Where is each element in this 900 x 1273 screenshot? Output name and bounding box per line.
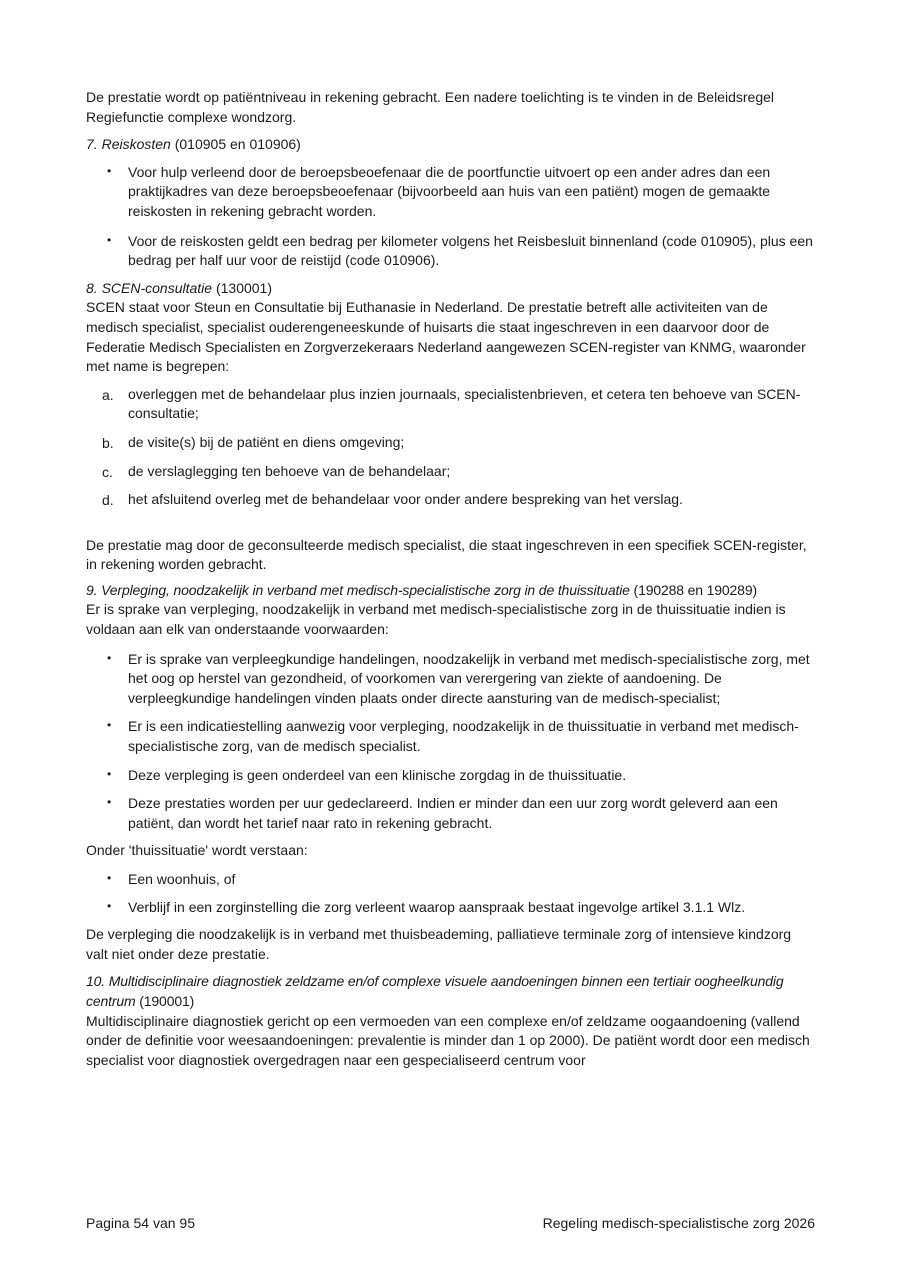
section-9-codes: (190288 en 190289): [629, 581, 757, 598]
list-item: [86, 385, 815, 424]
section-7-title: [86, 136, 171, 152]
bullet-icon: •: [107, 795, 112, 810]
section-8-block: [86, 279, 815, 377]
thuissituatie-intro: Onder 'thuissituatie' wordt verstaan:: [86, 842, 308, 859]
list-item-text: Deze verpleging is geen onderdeel van een klinische zorgdag in de thuissituatie.: [128, 766, 627, 783]
list-item: [86, 433, 815, 453]
list-item: [86, 766, 815, 786]
section-10-title-text: Multidisciplinaire diagnostiek zeldzame en/of complexe visuele aandoeningen binnen een tertiair oogheelkundig centrum: [86, 973, 784, 1009]
list-letter: d.: [102, 492, 114, 509]
section-7-number: 7.: [86, 136, 102, 153]
list-item: [86, 490, 815, 510]
section-9-title: [86, 582, 630, 598]
section-8-body: SCEN staat voor Steun en Consultatie bij Euthanasie in Nederland. De prestatie betreft alle activiteiten van de medisch specialist, specialist ouderengeneeskunde of huisarts die staat ingeschreven in een daarvoor door de Federatie Medisch Specialisten en Zorgverzekeraars Nederland aangewezen SCEN-register van KNMG, waaronder met name is begrepen:: [86, 299, 806, 375]
list-item: [86, 462, 815, 482]
section-10-number: 10.: [86, 973, 109, 990]
bullet-icon: •: [107, 163, 112, 178]
bullet-icon: •: [107, 898, 112, 913]
list-item-text: de verslaglegging ten behoeve van de behandelaar;: [128, 462, 451, 479]
list-item-text: het afsluitend overleg met de behandelaar voor onder andere bespreking van het verslag.: [128, 491, 683, 508]
section-10-heading: [86, 973, 784, 1009]
list-item: [86, 870, 815, 890]
list-item-text: Verblijf in een zorginstelling die zorg verleent waarop aanspraak bestaat ingevolge artikel 3.1.1 Wlz.: [128, 898, 746, 915]
list-item: [86, 232, 815, 271]
intro-paragraph: De prestatie wordt op patiëntniveau in rekening gebracht. Een nadere toelichting is te vinden in de Beleidsregel Regiefunctie complexe wondzorg.: [86, 89, 774, 125]
section-9-note: De verpleging die noodzakelijk is in verband met thuisbeademing, palliatieve terminale zorg of intensieve kindzorg valt niet onder deze prestatie.: [86, 926, 792, 962]
section-9-heading: [86, 582, 757, 598]
section-8-lettered-list: [86, 385, 815, 510]
section-7-bullet-list: [86, 163, 815, 271]
list-item-text: Voor de reiskosten geldt een bedrag per kilometer volgens het Reisbesluit binnenland (code 010905), plus een bedrag per half uur voor de reistijd (code 010906).: [128, 232, 813, 269]
section-8-codes: (130001): [212, 279, 273, 296]
bullet-icon: •: [107, 232, 112, 247]
section-9-body: Er is sprake van verpleging, noodzakelijk in verband met medisch-specialistische zorg in de thuissituatie indien is voldaan aan elk van onderstaande voorwaarden:: [86, 601, 786, 638]
list-letter: c.: [102, 463, 113, 480]
list-item-text: Er is sprake van verpleegkundige handelingen, noodzakelijk in verband met medisch-specialistische zorg, met het oog op herstel van gezondheid, of voorkomen van verergering van ziekte of aandoening. De verpleegkundige handelingen vinden plaats onder directe aansturing van de medisch-specialist;: [128, 650, 810, 706]
section-8-title-text: SCEN-consultatie: [101, 279, 213, 296]
section-10-block: [86, 972, 815, 1070]
list-letter: b.: [102, 434, 114, 451]
section-9-block: [86, 581, 815, 640]
list-item-text: de visite(s) bij de patiënt en diens omgeving;: [128, 433, 405, 450]
footer-page-number: Pagina 54 van 95: [86, 1215, 195, 1231]
section-10-codes: (190001): [135, 992, 195, 1009]
list-item-text: Een woonhuis, of: [128, 871, 236, 887]
thuissituatie-bullet-list: [86, 870, 815, 917]
section-9-number: 9.: [86, 581, 102, 598]
page-footer: [86, 1214, 815, 1234]
bullet-icon: •: [107, 766, 112, 781]
list-item-text: Er is een indicatiestelling aanwezig voor verpleging, noodzakelijk in de thuissituatie in verband met medisch-specialistische zorg, van de medisch specialist.: [128, 718, 799, 755]
section-8-title: [86, 280, 212, 296]
list-item-text: Voor hulp verleend door de beroepsbeoefenaar die de poortfunctie uitvoert op een ander adres dan een praktijkadres van deze beroepsbeoefenaar (bijvoorbeeld aan huis van een patiënt) mogen de gemaakte reiskosten in rekening gebracht worden.: [128, 163, 771, 219]
bullet-icon: •: [107, 650, 112, 665]
list-item: [86, 898, 815, 918]
section-7-title-text: Reiskosten: [101, 136, 171, 153]
list-letter: a.: [102, 386, 114, 403]
section-7-heading: [86, 135, 815, 155]
section-8-heading: [86, 280, 272, 296]
section-8-closing: De prestatie mag door de geconsulteerde medisch specialist, die staat ingeschreven in een specifiek SCEN-register, in rekening worden gebracht.: [86, 536, 807, 573]
section-8-number: 8.: [86, 279, 102, 296]
footer-document-title: Regeling medisch-specialistische zorg 2026: [542, 1215, 815, 1231]
section-9-title-text: Verpleging, noodzakelijk in verband met medisch-specialistische zorg in de thuissituatie: [101, 581, 630, 598]
list-item: [86, 794, 815, 833]
section-9-bullet-list: [86, 650, 815, 834]
section-10-body: Multidisciplinaire diagnostiek gericht op een vermoeden van een complexe en/of zeldzame oogaandoening (vallend onder de definitie voor weesaandoeningen: prevalentie is minder dan 1 op 2000). De patiënt wordt door een medisch specialist voor diagnostiek overgedragen naar een gespecialiseerd centrum voor: [86, 1012, 810, 1068]
bullet-icon: •: [107, 871, 112, 885]
bullet-icon: •: [107, 718, 112, 733]
list-item-text: Deze prestaties worden per uur gedeclareerd. Indien er minder dan een uur zorg wordt geleverd aan een patiënt, dan wordt het tarief naar rato in rekening gebracht.: [128, 795, 778, 831]
list-item: [86, 650, 815, 709]
list-item: [86, 717, 815, 756]
section-7-codes: (010905 en 010906): [170, 136, 301, 153]
list-item: [86, 163, 815, 222]
list-item-text: overleggen met de behandelaar plus inzien journaals, specialistenbrieven, et cetera ten behoeve van SCEN-consultatie;: [128, 385, 801, 422]
